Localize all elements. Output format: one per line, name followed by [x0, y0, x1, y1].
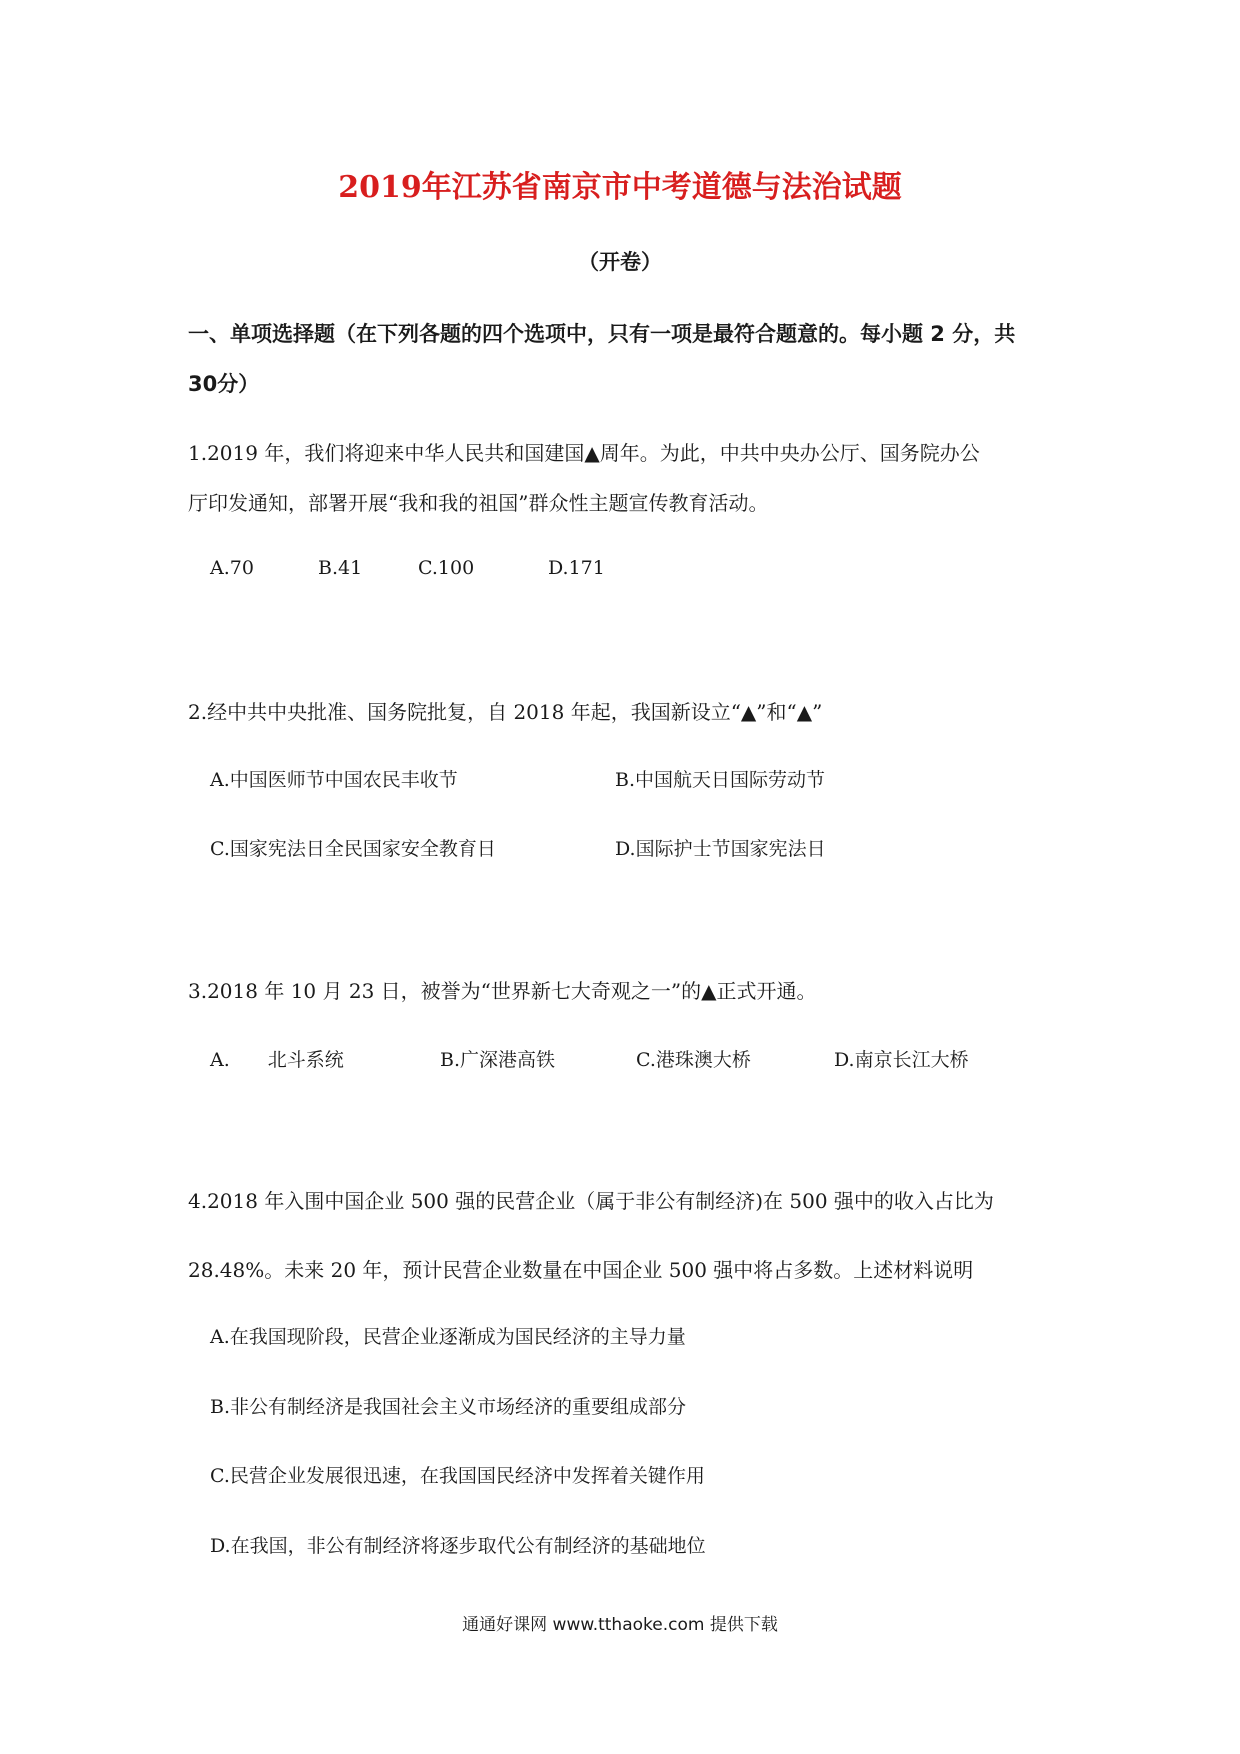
question-1-option-d: D.171: [548, 557, 605, 579]
question-2-option-a: A.中国医师节中国农民丰收节: [210, 769, 458, 791]
question-3-option-c: C.港珠澳大桥: [636, 1049, 751, 1071]
page-subtitle: （开卷）: [578, 250, 662, 274]
footer-source-text: 通通好课网 www.tthaoke.com 提供下载: [462, 1615, 778, 1635]
question-1-line1: 1.2019 年，我们将迎来中华人民共和国建国▲周年。为此，中共中央办公厅、国务院办公: [188, 441, 980, 465]
question-3-option-d: D.南京长江大桥: [834, 1049, 969, 1071]
question-3-option-b: B.广深港高铁: [440, 1049, 556, 1071]
question-3-line1: 3.2018 年 10 月 23 日，被誉为“世界新七大奇观之一”的▲正式开通。: [188, 979, 817, 1003]
question-2-option-d: D.国际护士节国家宪法日: [615, 838, 826, 860]
question-4-option-c: C.民营企业发展很迅速，在我国国民经济中发挥着关键作用: [210, 1465, 705, 1487]
question-1-option-a: A.70: [210, 557, 254, 579]
question-2-option-b: B.中国航天日国际劳动节: [615, 769, 826, 791]
question-2-line1: 2.经中共中央批准、国务院批复，自 2018 年起，我国新设立“▲”和“▲”: [188, 700, 823, 724]
question-4-line2: 28.48%。未来 20 年，预计民营企业数量在中国企业 500 强中将占多数。上述材料说明: [188, 1258, 974, 1282]
section-heading-line2: 30分）: [188, 372, 260, 396]
question-1-line2: 厅印发通知，部署开展“我和我的祖国”群众性主题宣传教育活动。: [188, 491, 769, 515]
section-heading-line1: 一、单项选择题（在下列各题的四个选项中，只有一项是最符合题意的。每小题 2 分，共: [188, 322, 1016, 346]
question-4-option-d: D.在我国，非公有制经济将逐步取代公有制经济的基础地位: [210, 1535, 706, 1557]
question-1-option-c: C.100: [418, 557, 475, 579]
question-1-option-b: B.41: [318, 557, 363, 579]
question-4-option-a: A.在我国现阶段，民营企业逐渐成为国民经济的主导力量: [210, 1326, 686, 1348]
question-3-option-a: A. 北斗系统: [210, 1049, 344, 1071]
question-4-option-b: B.非公有制经济是我国社会主义市场经济的重要组成部分: [210, 1396, 687, 1418]
page-title: 2019年江苏省南京市中考道德与法治试题: [338, 170, 902, 205]
question-2-option-c: C.国家宪法日全民国家安全教育日: [210, 838, 496, 860]
question-4-line1: 4.2018 年入围中国企业 500 强的民营企业（属于非公有制经济)在 500 强中的收入占比为: [188, 1189, 994, 1213]
